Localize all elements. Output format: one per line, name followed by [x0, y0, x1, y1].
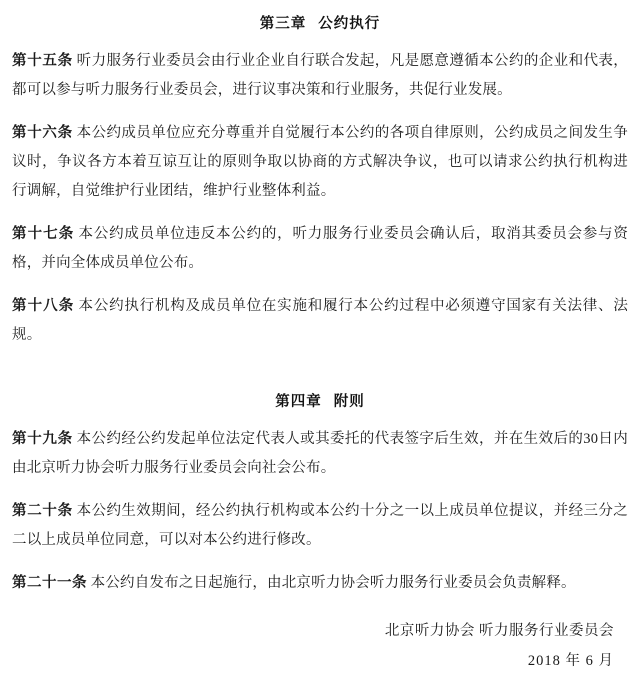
- signature-block: [12, 616, 628, 676]
- signature-organization: 北京听力协会 听力服务行业委员会: [384, 623, 614, 639]
- article-21: [12, 569, 628, 598]
- article-16-number: 第十六条: [12, 125, 73, 141]
- article-21-number: 第二十一条: [12, 575, 87, 591]
- article-16: [12, 119, 628, 206]
- article-21-text: 本公约自发布之日起施行，由北京听力协会听力服务行业委员会负责解释。: [90, 575, 576, 591]
- article-17-number: 第十七条: [12, 226, 75, 242]
- article-16-text: 本公约成员单位应充分尊重并自觉履行本公约的各项自律原则，公约成员之间发生争议时，争议各方本着互谅互让的原则争取以协商的方式解决争议，也可以请求公约执行机构进行调解，自觉维护行业团结，维护行业整体利益。: [12, 125, 629, 199]
- article-20-number: 第二十条: [12, 503, 73, 519]
- chapter-3-heading: [12, 12, 628, 33]
- chapter-4-title-name: 附则: [333, 394, 365, 410]
- chapter-4-title-prefix: 第四章: [275, 394, 322, 410]
- chapter-3-title-prefix: 第三章: [259, 16, 307, 32]
- article-19-number: 第十九条: [12, 431, 73, 447]
- article-15: [12, 47, 628, 105]
- section-spacer: [12, 364, 628, 386]
- article-18-number: 第十八条: [12, 298, 75, 314]
- article-19-text: 本公约经公约发起单位法定代表人或其委托的代表签字后生效，并在生效后的30日内由北京听力协会听力服务行业委员会向社会公布。: [12, 431, 628, 476]
- article-15-text: 听力服务行业委员会由行业企业自行联合发起，凡是愿意遵循本公约的企业和代表，都可以参与听力服务行业委员会，进行议事决策和行业服务，共促行业发展。: [12, 53, 629, 98]
- chapter-4-heading: [12, 390, 628, 411]
- article-20: [12, 497, 628, 555]
- article-18-text: 本公约执行机构及成员单位在实施和履行本公约过程中必须遵守国家有关法律、法规。: [12, 298, 629, 343]
- chapter-3-title-name: 公约执行: [318, 16, 381, 32]
- article-17: [12, 220, 628, 278]
- article-19: [12, 425, 628, 483]
- article-20-text: 本公约生效期间，经公约执行机构或本公约十分之一以上成员单位提议，并经三分之二以上成员单位同意，可以对本公约进行修改。: [12, 503, 629, 548]
- article-15-number: 第十五条: [12, 53, 73, 69]
- signature-date: 2018 年 6 月: [527, 653, 614, 669]
- article-17-text: 本公约成员单位违反本公约的，听力服务行业委员会确认后，取消其委员会参与资格，并向全体成员单位公布。: [12, 226, 629, 271]
- article-18: [12, 292, 628, 350]
